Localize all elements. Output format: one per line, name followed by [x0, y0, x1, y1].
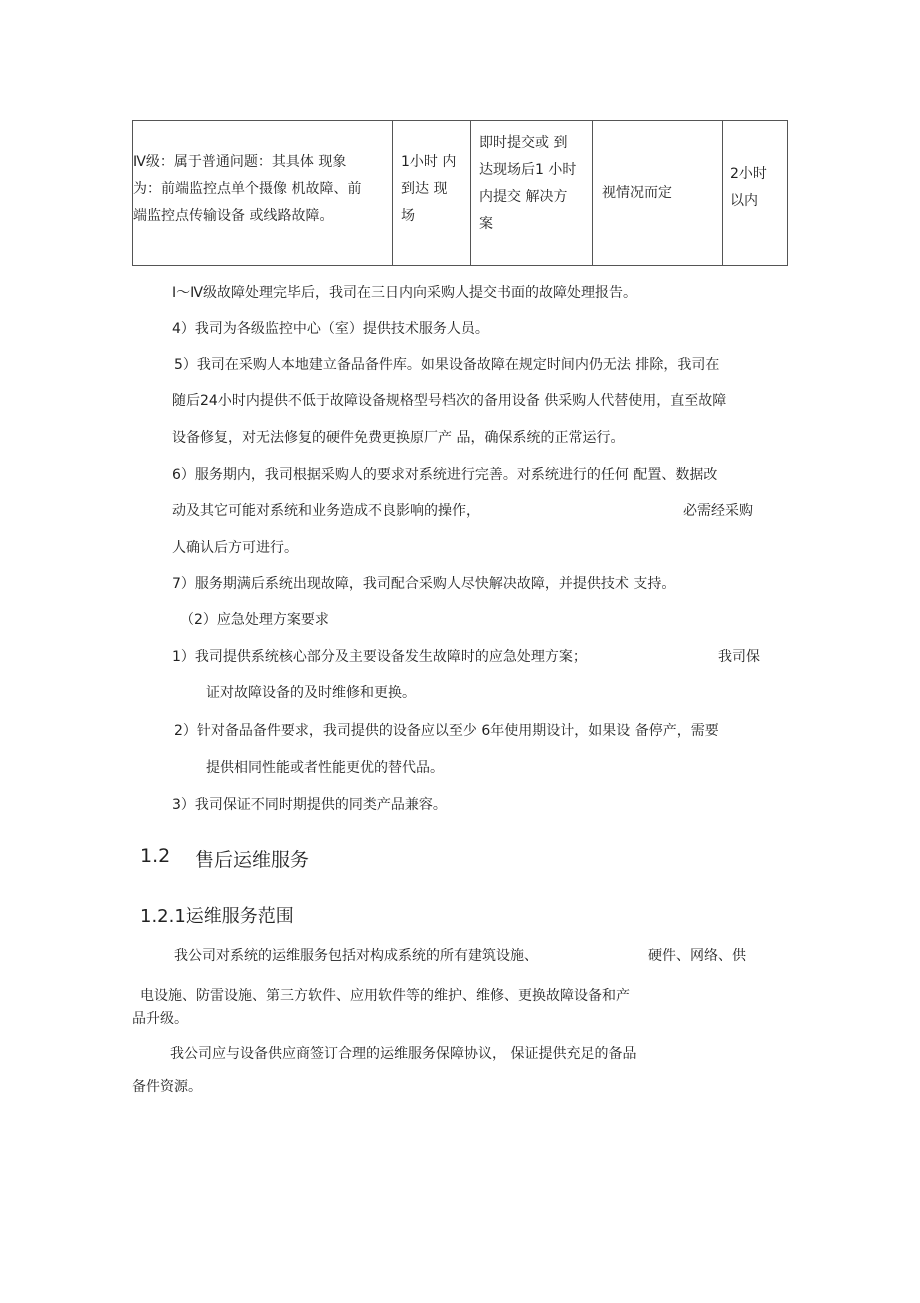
- cell-line: 以内: [730, 193, 758, 209]
- list-item-6-line: 6）服务期内，我司根据采购人的要求对系统进行完善。对系统进行的任何 配置、数据改: [172, 467, 718, 483]
- emergency-item-2-line: 提供相同性能或者性能更优的替代品。: [206, 760, 444, 776]
- emergency-item-3: 3）我司保证不同时期提供的同类产品兼容。: [172, 797, 447, 813]
- subsection-title: 1.2.1运维服务范围: [140, 906, 294, 927]
- body-paragraph-line: 备件资源。: [132, 1079, 202, 1095]
- body-paragraph-line: 我公司对系统的运维服务包括对构成系统的所有建筑设施、: [174, 948, 538, 964]
- cell-line: Ⅳ级：属于普通问题：其具体 现象: [133, 154, 347, 170]
- list-item-6-line: 必需经采购: [683, 503, 753, 519]
- body-paragraph-line: 我公司应与设备供应商签订合理的运维服务保障协议， 保证提供充足的备品: [170, 1046, 637, 1062]
- subheading-emergency: （2）应急处理方案要求: [180, 612, 329, 628]
- cell-line: 即时提交或 到: [479, 135, 568, 151]
- cell-line: 为：前端监控点单个摄像 机故障、前: [133, 181, 362, 197]
- cell-line: 案: [479, 216, 493, 232]
- list-item-6-line: 人确认后方可进行。: [172, 540, 298, 556]
- body-paragraph-line: 电设施、防雷设施、第三方软件、应用软件等的维护、维修、更换故障设备和产: [140, 988, 630, 1004]
- body-paragraph-line: 硬件、网络、供: [648, 948, 746, 964]
- cell-line: 场: [401, 208, 415, 224]
- emergency-item-2-line: 2）针对备品备件要求，我司提供的设备应以至少 6年使用期设计，如果设 备停产，需要: [174, 723, 719, 739]
- body-paragraph-line: 品升级。: [132, 1011, 188, 1027]
- table-cell-description: [133, 149, 361, 230]
- table-cell-arrival-time: [401, 149, 456, 230]
- table-divider: [722, 121, 723, 265]
- list-item-6-line: 动及其它可能对系统和业务造成不良影响的操作，: [172, 503, 480, 519]
- cell-line: 2小时: [730, 166, 767, 182]
- cell-line: 1小时 内: [401, 154, 457, 170]
- list-item-4: 4）我司为各级监控中心（室）提供技术服务人员。: [172, 321, 489, 337]
- fault-level-table: [132, 120, 788, 266]
- list-item-7: 7）服务期满后系统出现故障，我司配合采购人尽快解决故障，并提供技术 支持。: [172, 576, 676, 592]
- cell-line: 达现场后1 小时: [479, 162, 577, 178]
- list-item-5-line: 5）我司在采购人本地建立备品备件库。如果设备故障在规定时间内仍无法 排除，我司在: [174, 357, 720, 373]
- table-cell-handling: [602, 180, 672, 207]
- summary-paragraph: Ⅰ～Ⅳ级故障处理完毕后，我司在三日内向采购人提交书面的故障处理报告。: [172, 285, 638, 301]
- table-divider: [392, 121, 393, 265]
- emergency-item-1-line: 证对故障设备的及时维修和更换。: [206, 685, 416, 701]
- emergency-item-1-line: 1）我司提供系统核心部分及主要设备发生故障时的应急处理方案；: [172, 649, 587, 665]
- cell-line: 端监控点传输设备 或线路故障。: [133, 208, 334, 224]
- section-number: 1.2: [140, 845, 171, 867]
- table-divider: [470, 121, 471, 265]
- cell-line: 视情况而定: [602, 185, 672, 201]
- list-item-5-line: 随后24小时内提供不低于故障设备规格型号档次的备用设备 供采购人代替使用，直至故障: [172, 393, 727, 409]
- table-cell-recovery-time: [730, 161, 767, 215]
- emergency-item-1-line: 我司保: [718, 649, 760, 665]
- table-cell-solution-submit: [479, 130, 576, 238]
- cell-line: 内提交 解决方: [479, 189, 568, 205]
- table-divider: [592, 121, 593, 265]
- cell-line: 到达 现: [401, 181, 448, 197]
- list-item-5-line: 设备修复，对无法修复的硬件免费更换原厂产 品，确保系统的正常运行。: [172, 430, 625, 446]
- section-title: 售后运维服务: [195, 849, 310, 871]
